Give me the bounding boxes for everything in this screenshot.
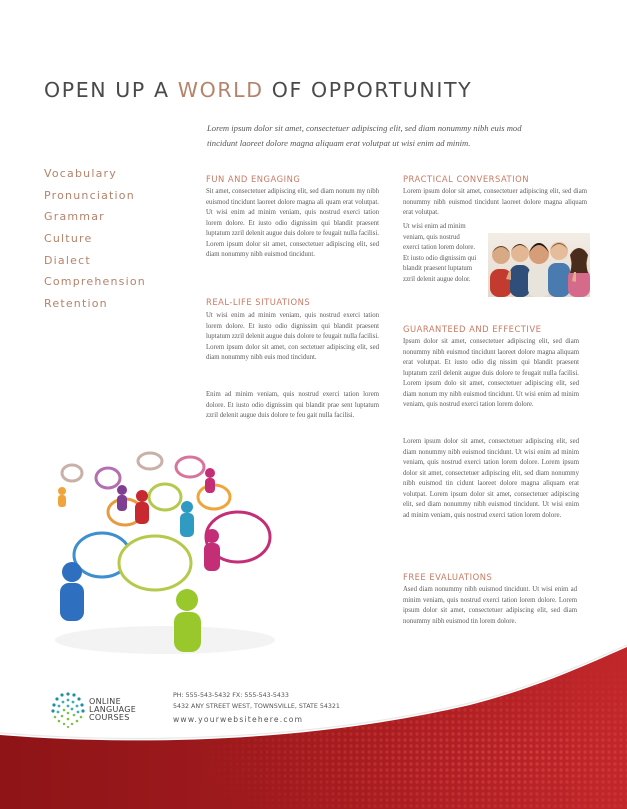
subject-item: Dialect (44, 253, 91, 267)
group-photo (488, 233, 590, 297)
real-life-text-2: Enim ad minim veniam, quis nostrud exerci tation lorem dolore. Et iusto odio dignissim qui blandit prae sent luptatum zzril delenit augue duis dolore te feu gait nulla facilisi. (206, 391, 379, 419)
practical-conversation-text: Lorem ipsum dolor sit amet, consectetuer adipiscing elit, sed diam nonummy nibh euismod tincidunt laoreet dolore magna aliquam erat volutpat. (403, 188, 587, 216)
subject-item: Vocabulary (44, 167, 117, 180)
company-logo-text (89, 698, 136, 723)
guaranteed-effective-heading: GUARANTEED AND EFFECTIVE (403, 324, 542, 334)
fun-engaging-heading: FUN AND ENGAGING (206, 174, 301, 184)
real-life-text: Ut wisi enim ad minim veniam, quis nostrud exerci tation lorem dolore. Et iusto odio dignissim qui blandit praesent luptatum zzril delenit augue duis dolore te feugait nulla facilisi. Lorem ipsum dolor sit amet, con sectetuer adipiscing elit, sed diam nonummy nibh euis mod tincidunt. (206, 312, 379, 361)
logo-line-3: COURSES (89, 713, 130, 723)
subject-item: Comprehension (44, 275, 146, 289)
free-evaluations-text: Ased diam nonummy nibh euismod tincidunt. Ut wisi enim ad minim veniam, quis nostrud exerci tation lorem dolore. Lorem ipsum dolor sit amet, consectetuer adipiscing elit, sed diam nonummy nibh euismod tin lorem dolore. (403, 586, 577, 625)
free-evaluations-heading: FREE EVALUATIONS (403, 572, 493, 582)
headline-part-1: OPEN UP A (44, 78, 178, 102)
address-line: 5432 ANY STREET WEST, TOWNSVILLE, STATE 54321 (173, 703, 340, 710)
guaranteed-effective-text: Ipsum dolor sit amet, consectetuer adipiscing elit, sed diam nonummy nibh euismod tincidunt laoreet dolore magna aliquam erat volutpat. Et iusto odio dig nissim qui blandit praesent luptatum zzril delenit augue duis dolore te feugait nulla facilisi. Lorem ipsum dolo sit amet, consectetuer adipiscing elit, sed diam nonum my nibh euismod tincidunt. Ut wisi enim ad minim veniam, quis nostrud exerci tation lorem dolore. (403, 338, 579, 408)
headline-part-2: OF OPPORTUNITY (263, 78, 473, 102)
fun-engaging-text: Sit amet, consectetuer adipiscing elit, sed diam nonum my nibh euismod tincidunt laoreet dolore magna ali quam erat volutpat. Ut wisi enim ad minim veniam, quis nostrud exerci tation lorem dolore. Et iusto odio dignissim qui blandit praesent luptatum zzril delenit augue duis dolore te feugait nulla facilisi. Lorem ipsum dolor sit amet, consectetuer adipiscing elit, sed diam nonummy nibh euismod tincidunt. (206, 188, 379, 258)
practical-conversation-text-2: Ut wisi enim ad minim veniam, quis nostrud exerci tation lorem dolore. Et iusto odio dignissim qui blandit praesent luptatum zzril delenit augue dolor. (403, 223, 477, 283)
contact-info (173, 690, 340, 725)
page-headline (44, 78, 472, 102)
company-logo-icon (46, 690, 90, 730)
subject-item: Pronunciation (44, 188, 135, 202)
speech-bubbles-illustration (40, 450, 280, 655)
headline-accent-word: WORLD (177, 78, 264, 102)
subject-item: Retention (44, 297, 108, 311)
subject-item: Grammar (44, 210, 105, 224)
guaranteed-effective-text-2: Lorem ipsum dolor sit amet, consectetuer adipiscing elit, sed diam nonummy nibh euismod tincidunt. Ut wisi enim ad minim veniam, quis nostrud exerci tation lorem dolore. Lorem ipsum dolor sit amet, consectetuer adipiscing elit, sed diam nonummy nibh euismod tin cidunt laoreet dolore magna aliquam erat volutpat. Lorem ipsum dolor sit amet, consectetuer adipiscing elit, sed diam nonummy nibh euismod tincidunt. Ut wisi enim ad minim veniam, quis nostrud exerci tation lorem dolore. (403, 438, 579, 519)
subject-item: Culture (44, 232, 93, 246)
logo-line-2: LANGUAGE (89, 705, 137, 715)
practical-conversation-heading: PRACTICAL CONVERSATION (403, 174, 529, 184)
website-link[interactable]: www.yourwebsitehere.com (173, 715, 304, 724)
subject-list (44, 165, 146, 317)
phone-fax-line: PH: 555-543-5432 FX: 555-543-5433 (173, 692, 289, 699)
logo-line-1: ONLINE (89, 697, 121, 706)
intro-paragraph: Lorem ipsum dolor sit amet, consectetuer adipiscing elit, sed diam nonummy nibh euis mod tincidunt laoreet dolore magna aliquam erat volutpat ut wisi enim ad minim. (207, 123, 522, 148)
real-life-heading: REAL-LIFE SITUATIONS (206, 297, 311, 307)
